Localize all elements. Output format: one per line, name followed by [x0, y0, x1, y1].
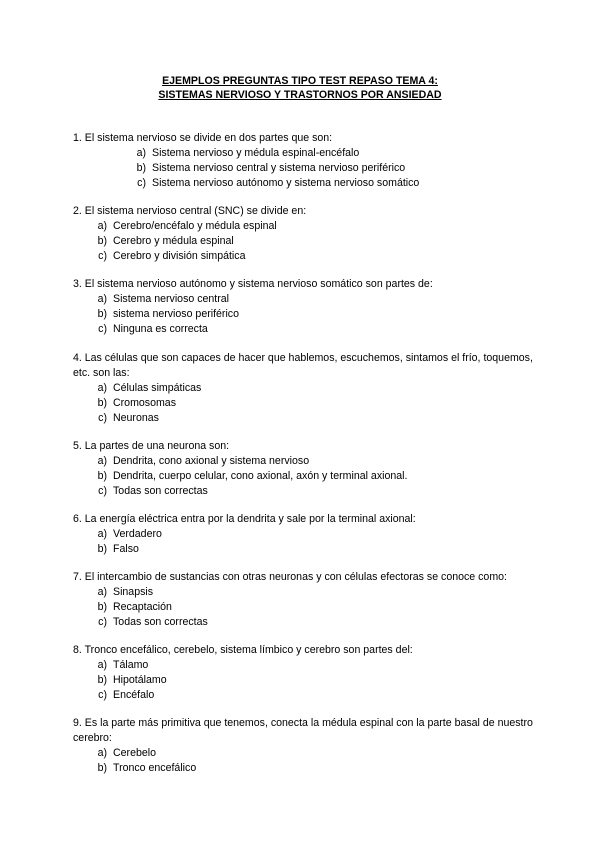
option-a: a) Dendrita, cono axional y sistema nervioso [97, 455, 310, 467]
question-4 [73, 351, 543, 426]
question-5 [73, 439, 543, 499]
question-text: 1. El sistema nervioso se divide en dos partes que son: [73, 132, 333, 144]
option-b: b) sistema nervioso periférico [97, 308, 239, 320]
option-b: b) Sistema nervioso central y sistema nervioso periférico [136, 162, 406, 174]
document-title [0, 74, 600, 102]
question-text: 8. Tronco encefálico, cerebelo, sistema límbico y cerebro son partes del: [73, 644, 413, 656]
question-text: 5. La partes de una neurona son: [73, 440, 230, 452]
option-c: c) Sistema nervioso autónomo y sistema nervioso somático [137, 177, 420, 189]
title-line-1: EJEMPLOS PREGUNTAS TIPO TEST REPASO TEMA 4: [162, 75, 438, 87]
option-c: c) Neuronas [98, 412, 159, 424]
option-a: a) Verdadero [97, 528, 162, 540]
option-c: c) Ninguna es correcta [98, 323, 208, 335]
option-b: b) Recaptación [97, 601, 172, 613]
question-6 [73, 512, 543, 557]
question-3 [73, 277, 543, 337]
option-a: a) Tálamo [97, 659, 149, 671]
question-text: 6. La energía eléctrica entra por la dendrita y sale por la terminal axional: [73, 513, 416, 525]
option-b: b) Cromosomas [97, 397, 176, 409]
question-text: 4. Las células que son capaces de hacer que hablemos, escuchemos, sintamos el frío, toquemos, etc. son las: [73, 352, 533, 379]
option-a: a) Cerebro/encéfalo y médula espinal [97, 220, 277, 232]
option-c: c) Cerebro y división simpática [98, 250, 246, 262]
question-text: 3. El sistema nervioso autónomo y sistema nervioso somático son partes de: [73, 278, 433, 290]
option-a: a) Cerebelo [97, 747, 156, 759]
option-b: b) Dendrita, cuerpo celular, cono axional, axón y terminal axional. [97, 470, 408, 482]
title-line-2: SISTEMAS NERVIOSO Y TRASTORNOS POR ANSIEDAD [158, 89, 442, 101]
option-c: c) Encéfalo [98, 689, 155, 701]
question-1 [73, 131, 543, 191]
option-b: b) Hipotálamo [97, 674, 167, 686]
question-text: 7. El intercambio de sustancias con otras neuronas y con células efectoras se conoce como: [73, 571, 507, 583]
question-text: 9. Es la parte más primitiva que tenemos, conecta la médula espinal con la parte basal de nuestro cerebro: [73, 717, 533, 744]
option-a: a) Sinapsis [97, 586, 154, 598]
option-c: c) Todas son correctas [98, 616, 208, 628]
question-9 [73, 716, 543, 776]
option-b: b) Cerebro y médula espinal [97, 235, 234, 247]
option-a: a) Sistema nervioso central [97, 293, 229, 305]
question-text: 2. El sistema nervioso central (SNC) se divide en: [73, 205, 307, 217]
question-7 [73, 570, 543, 630]
option-a: a) Células simpáticas [97, 382, 202, 394]
option-b: b) Tronco encefálico [97, 762, 197, 774]
question-2 [73, 204, 543, 264]
option-b: b) Falso [97, 543, 139, 555]
option-c: c) Todas son correctas [98, 485, 208, 497]
question-8 [73, 643, 543, 703]
option-a: a) Sistema nervioso y médula espinal-encéfalo [136, 147, 360, 159]
